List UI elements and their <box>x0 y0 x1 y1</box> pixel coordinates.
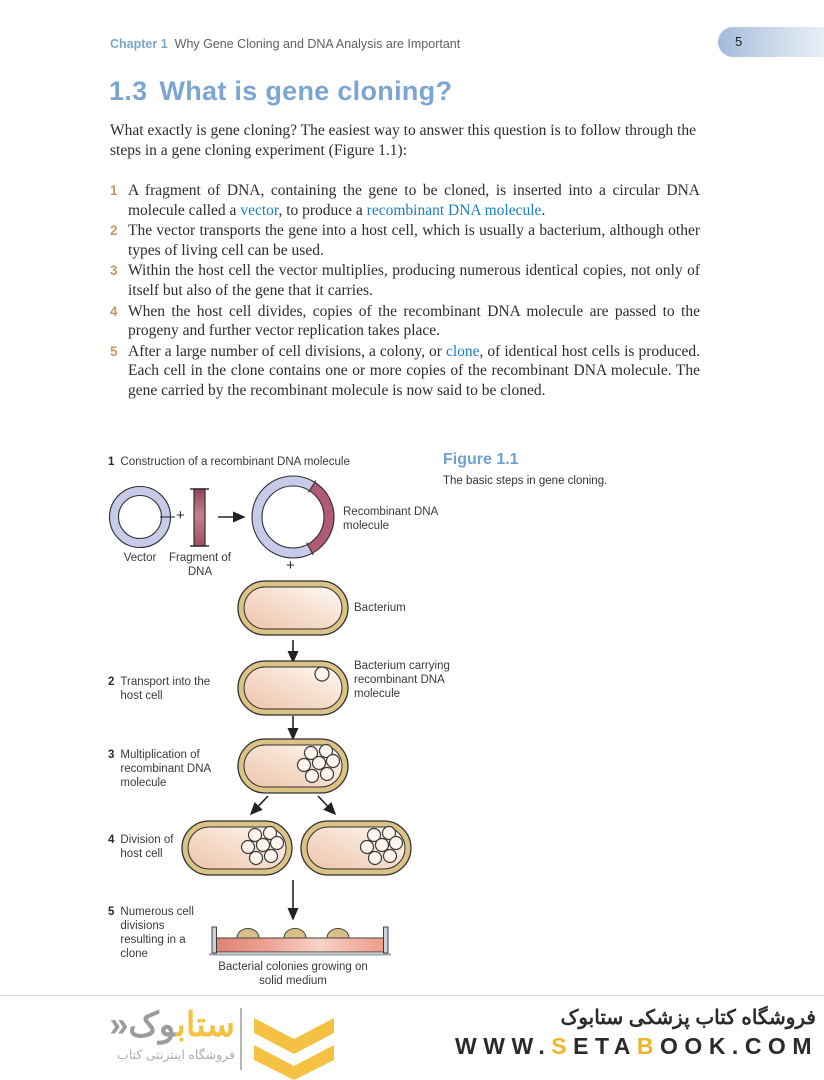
list-item-text: A fragment of DNA, containing the gene to be cloned, is inserted into a circular DNA molecule called a vector, to produce a recombinant DNA molecule. <box>128 182 700 219</box>
bacterium-multiplied-icon <box>238 739 348 793</box>
setabook-logo <box>55 1005 235 1062</box>
store-url: WWW.SETABOOK.COM <box>455 1033 818 1059</box>
list-item <box>110 221 700 260</box>
section-title <box>109 76 452 107</box>
figure-step-3-label: 3 Multiplication of recombinant DNA molecule <box>108 749 211 789</box>
store-name-persian: فروشگاه کتاب پزشکی ستابوک <box>560 1007 816 1029</box>
glossary-link[interactable]: clone <box>445 342 480 360</box>
glossary-link[interactable]: vector <box>240 201 279 219</box>
list-item-text: Within the host cell the vector multiplies, producing numerous identical copies, not only of itself but also of the gene that it carries. <box>128 262 700 299</box>
recombinant-molecule-icon <box>252 476 334 558</box>
dna-fragment-icon <box>190 489 209 546</box>
daughter-cell-left-icon <box>182 821 292 875</box>
figure-caption-text: The basic steps in gene cloning. <box>443 475 608 487</box>
list-item <box>110 261 700 300</box>
footer-divider <box>0 995 824 996</box>
chapter-title: Why Gene Cloning and DNA Analysis are Important <box>174 37 461 51</box>
list-item-number: 5 <box>110 343 118 359</box>
bacterium-carrying-icon <box>238 661 348 715</box>
figure-1-1 <box>100 443 724 995</box>
vector-plasmid-icon <box>110 487 176 548</box>
section-title-text: What is gene cloning? <box>159 76 453 106</box>
figure-caption-title: Figure 1.1 <box>443 451 519 468</box>
logo-tagline: فروشگاه اینترنتی کتاب <box>117 1048 235 1062</box>
fragment-label: Fragment of DNA <box>169 552 231 578</box>
figure-step-2-label: 2 Transport into the host cell <box>108 676 211 702</box>
setabook-wordmark: ستابوک« <box>109 1006 235 1044</box>
figure-step-4-label: 4 Division of host cell <box>108 834 174 860</box>
daughter-cell-right-icon <box>301 821 411 875</box>
chapter-label: Chapter 1 <box>110 37 168 51</box>
arrow-diagonal-right <box>318 796 335 814</box>
glossary-link[interactable]: recombinant DNA molecule <box>366 201 542 219</box>
colonies-label: Bacterial colonies growing on solid medium <box>218 961 368 987</box>
cloning-steps-list <box>110 181 700 402</box>
petri-dish-icon <box>209 927 391 955</box>
arrow-diagonal-left <box>251 796 268 814</box>
plus-sign: + <box>286 557 295 574</box>
list-item-number: 3 <box>110 263 118 279</box>
logo-divider-line <box>240 1008 242 1070</box>
list-item <box>110 302 700 341</box>
list-item-text: After a large number of cell divisions, a colony, or clone, of identical host cells is produced. Each cell in the clone contains one or more copies of the recombinant DNA molecule. The gene carried by the recombinant molecule is now said to be cloned. <box>128 342 700 399</box>
intro-paragraph: What exactly is gene cloning? The easiest way to answer this question is to follow through the steps in a gene cloning experiment (Figure 1.1): <box>110 122 696 159</box>
bacterium-icon <box>238 581 348 635</box>
recombinant-label: Recombinant DNA molecule <box>343 506 438 532</box>
vector-label: Vector <box>123 552 157 564</box>
list-item-number: 1 <box>110 183 118 198</box>
list-item <box>110 342 700 401</box>
bacterium-label: Bacterium <box>354 602 406 614</box>
list-item-text: When the host cell divides, copies of the recombinant DNA molecule are passed to the progeny and further vector replication takes place. <box>128 302 700 340</box>
figure-step-5-label: 5 Numerous cell divisions resulting in a clone <box>108 906 194 960</box>
list-item <box>110 181 700 220</box>
figure-step-1-label: 1 Construction of a recombinant DNA molecule <box>108 456 350 468</box>
chevron-emblem-icon <box>253 1002 335 1080</box>
bacterium-carrying-label: Bacterium carrying recombinant DNA molecule <box>354 660 450 700</box>
plus-sign: + <box>176 507 185 524</box>
list-item-text: The vector transports the gene into a host cell, which is usually a bacterium, although other types of living cell can be used. <box>128 222 700 259</box>
running-header <box>110 37 460 51</box>
section-number: 1.3 <box>109 76 148 106</box>
page-number: 5 <box>735 34 743 49</box>
list-item-number: 4 <box>110 303 118 319</box>
list-item-number: 2 <box>110 223 118 239</box>
page-number-tab <box>718 27 824 57</box>
